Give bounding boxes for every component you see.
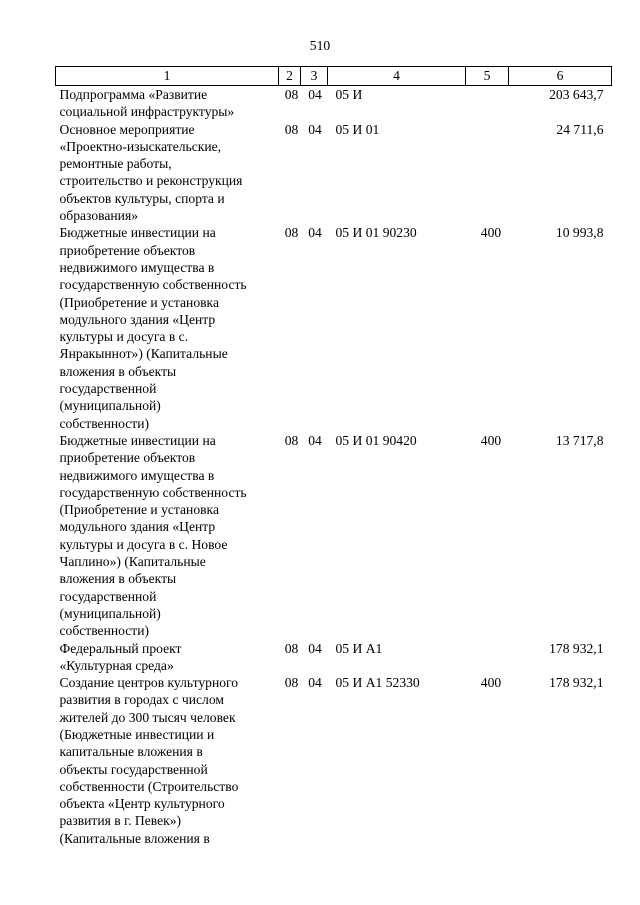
row-name-line: вложения в объекты: [59, 363, 177, 379]
row-amount: 178 932,1: [549, 675, 604, 691]
row-expense-type: [466, 121, 509, 225]
row-subsection: 04: [308, 432, 322, 448]
row-name-line: «Проектно-изыскательские,: [59, 138, 222, 154]
row-name-line: Бюджетные инвестиции на: [59, 225, 216, 241]
table-row: [56, 86, 612, 121]
table-row: [56, 121, 612, 225]
row-name-line: Основное мероприятие: [59, 121, 195, 137]
row-name-line: государственной: [59, 381, 157, 397]
row-name-line: культуры и досуга в с. Новое: [59, 536, 228, 552]
row-amount: 10 993,8: [555, 225, 604, 241]
row-section: 08: [284, 225, 299, 241]
row-name-line: собственности): [59, 623, 150, 639]
row-subsection: 04: [308, 225, 322, 241]
row-name-line: (Приобретение и установка: [59, 502, 219, 518]
row-name-line: (муниципальной): [59, 605, 161, 621]
row-name-line: развития в г. Певек»): [59, 813, 182, 829]
row-name-line: строительство и реконструкция: [59, 173, 243, 189]
row-name-line: собственности): [59, 415, 150, 431]
table-header: [56, 67, 612, 86]
row-name: [56, 224, 279, 432]
header-col-2: 2: [279, 67, 301, 86]
row-name-line: Янракыннот») (Капитальные: [59, 346, 228, 362]
row-name-line: объектов культуры, спорта и: [59, 190, 225, 206]
row-name-line: объекты государственной: [59, 761, 208, 777]
row-expense-type: [466, 86, 509, 121]
table-body: [56, 86, 612, 848]
row-target-code: 05 И 01 90230: [335, 225, 417, 241]
row-name-line: Федеральный проект: [59, 640, 182, 656]
row-expense-type: 400: [480, 432, 502, 448]
row-name-line: государственную собственность: [59, 277, 247, 293]
row-target-code: 05 И А1 52330: [335, 675, 420, 691]
row-name: [56, 640, 279, 675]
header-col-1: 1: [56, 67, 279, 86]
row-name: [56, 86, 279, 121]
table-row: [56, 674, 612, 847]
row-expense-type: 400: [480, 675, 502, 691]
row-name-line: Бюджетные инвестиции на: [59, 432, 216, 448]
row-name: [56, 432, 279, 640]
row-name-line: социальной инфраструктуры»: [59, 104, 235, 120]
page-number: 510: [309, 38, 331, 53]
row-section: 08: [284, 87, 299, 102]
row-name-line: культуры и досуга в с.: [59, 329, 189, 345]
row-name-line: собственности (Строительство: [59, 778, 239, 794]
row-section: 08: [284, 121, 299, 137]
row-section: 08: [284, 432, 299, 448]
row-name-line: модульного здания «Центр: [59, 519, 216, 535]
row-name-line: объекта «Центр культурного: [59, 796, 225, 812]
header-col-5: 5: [466, 67, 509, 86]
row-name-line: (муниципальной): [59, 398, 161, 414]
row-name-line: приобретение объектов: [59, 242, 196, 258]
row-section: 08: [284, 640, 299, 656]
row-name-line: (Приобретение и установка: [59, 294, 219, 310]
row-target-code: 05 И: [335, 87, 363, 102]
row-amount: 203 643,7: [549, 87, 604, 102]
row-name-line: капитальные вложения в: [59, 744, 203, 760]
row-section: 08: [284, 675, 299, 691]
row-name-line: жителей до 300 тысяч человек: [59, 709, 236, 725]
row-subsection: 04: [308, 640, 322, 656]
header-col-4: 4: [328, 67, 466, 86]
row-name-line: недвижимого имущества в: [59, 259, 215, 275]
row-name-line: образования»: [59, 208, 139, 224]
row-name-line: государственной: [59, 588, 157, 604]
header-col-3: 3: [301, 67, 328, 86]
row-name-line: государственную собственность: [59, 484, 247, 500]
row-expense-type: [466, 640, 509, 675]
table-row: [56, 224, 612, 432]
table-row: [56, 432, 612, 640]
table-row: [56, 640, 612, 675]
row-name-line: Чаплино») (Капитальные: [59, 554, 206, 570]
row-name-line: приобретение объектов: [59, 450, 196, 466]
row-target-code: 05 И 01 90420: [335, 432, 417, 448]
row-name-line: (Капитальные вложения в: [59, 830, 210, 846]
row-subsection: 04: [308, 87, 322, 102]
row-name: [56, 674, 279, 847]
row-name-line: ремонтные работы,: [59, 156, 172, 172]
row-target-code: 05 И 01: [335, 121, 380, 137]
budget-table: [55, 66, 611, 847]
row-subsection: 04: [308, 675, 322, 691]
row-name-line: (Бюджетные инвестиции и: [59, 726, 215, 742]
row-name: [56, 121, 279, 225]
row-name-line: Создание центров культурного: [59, 675, 239, 691]
row-subsection: 04: [308, 121, 322, 137]
row-name-line: развития в городах с числом: [59, 692, 224, 708]
row-expense-type: 400: [480, 225, 502, 241]
row-amount: 13 717,8: [555, 432, 604, 448]
row-amount: 24 711,6: [556, 121, 604, 137]
row-name-line: Подпрограмма «Развитие: [59, 87, 208, 102]
header-col-6: 6: [509, 67, 612, 86]
row-name-line: вложения в объекты: [59, 571, 177, 587]
row-target-code: 05 И А1: [335, 640, 383, 656]
row-amount: 178 932,1: [549, 640, 604, 656]
row-name-line: недвижимого имущества в: [59, 467, 215, 483]
row-name-line: «Культурная среда»: [59, 657, 174, 673]
row-name-line: модульного здания «Центр: [59, 311, 216, 327]
